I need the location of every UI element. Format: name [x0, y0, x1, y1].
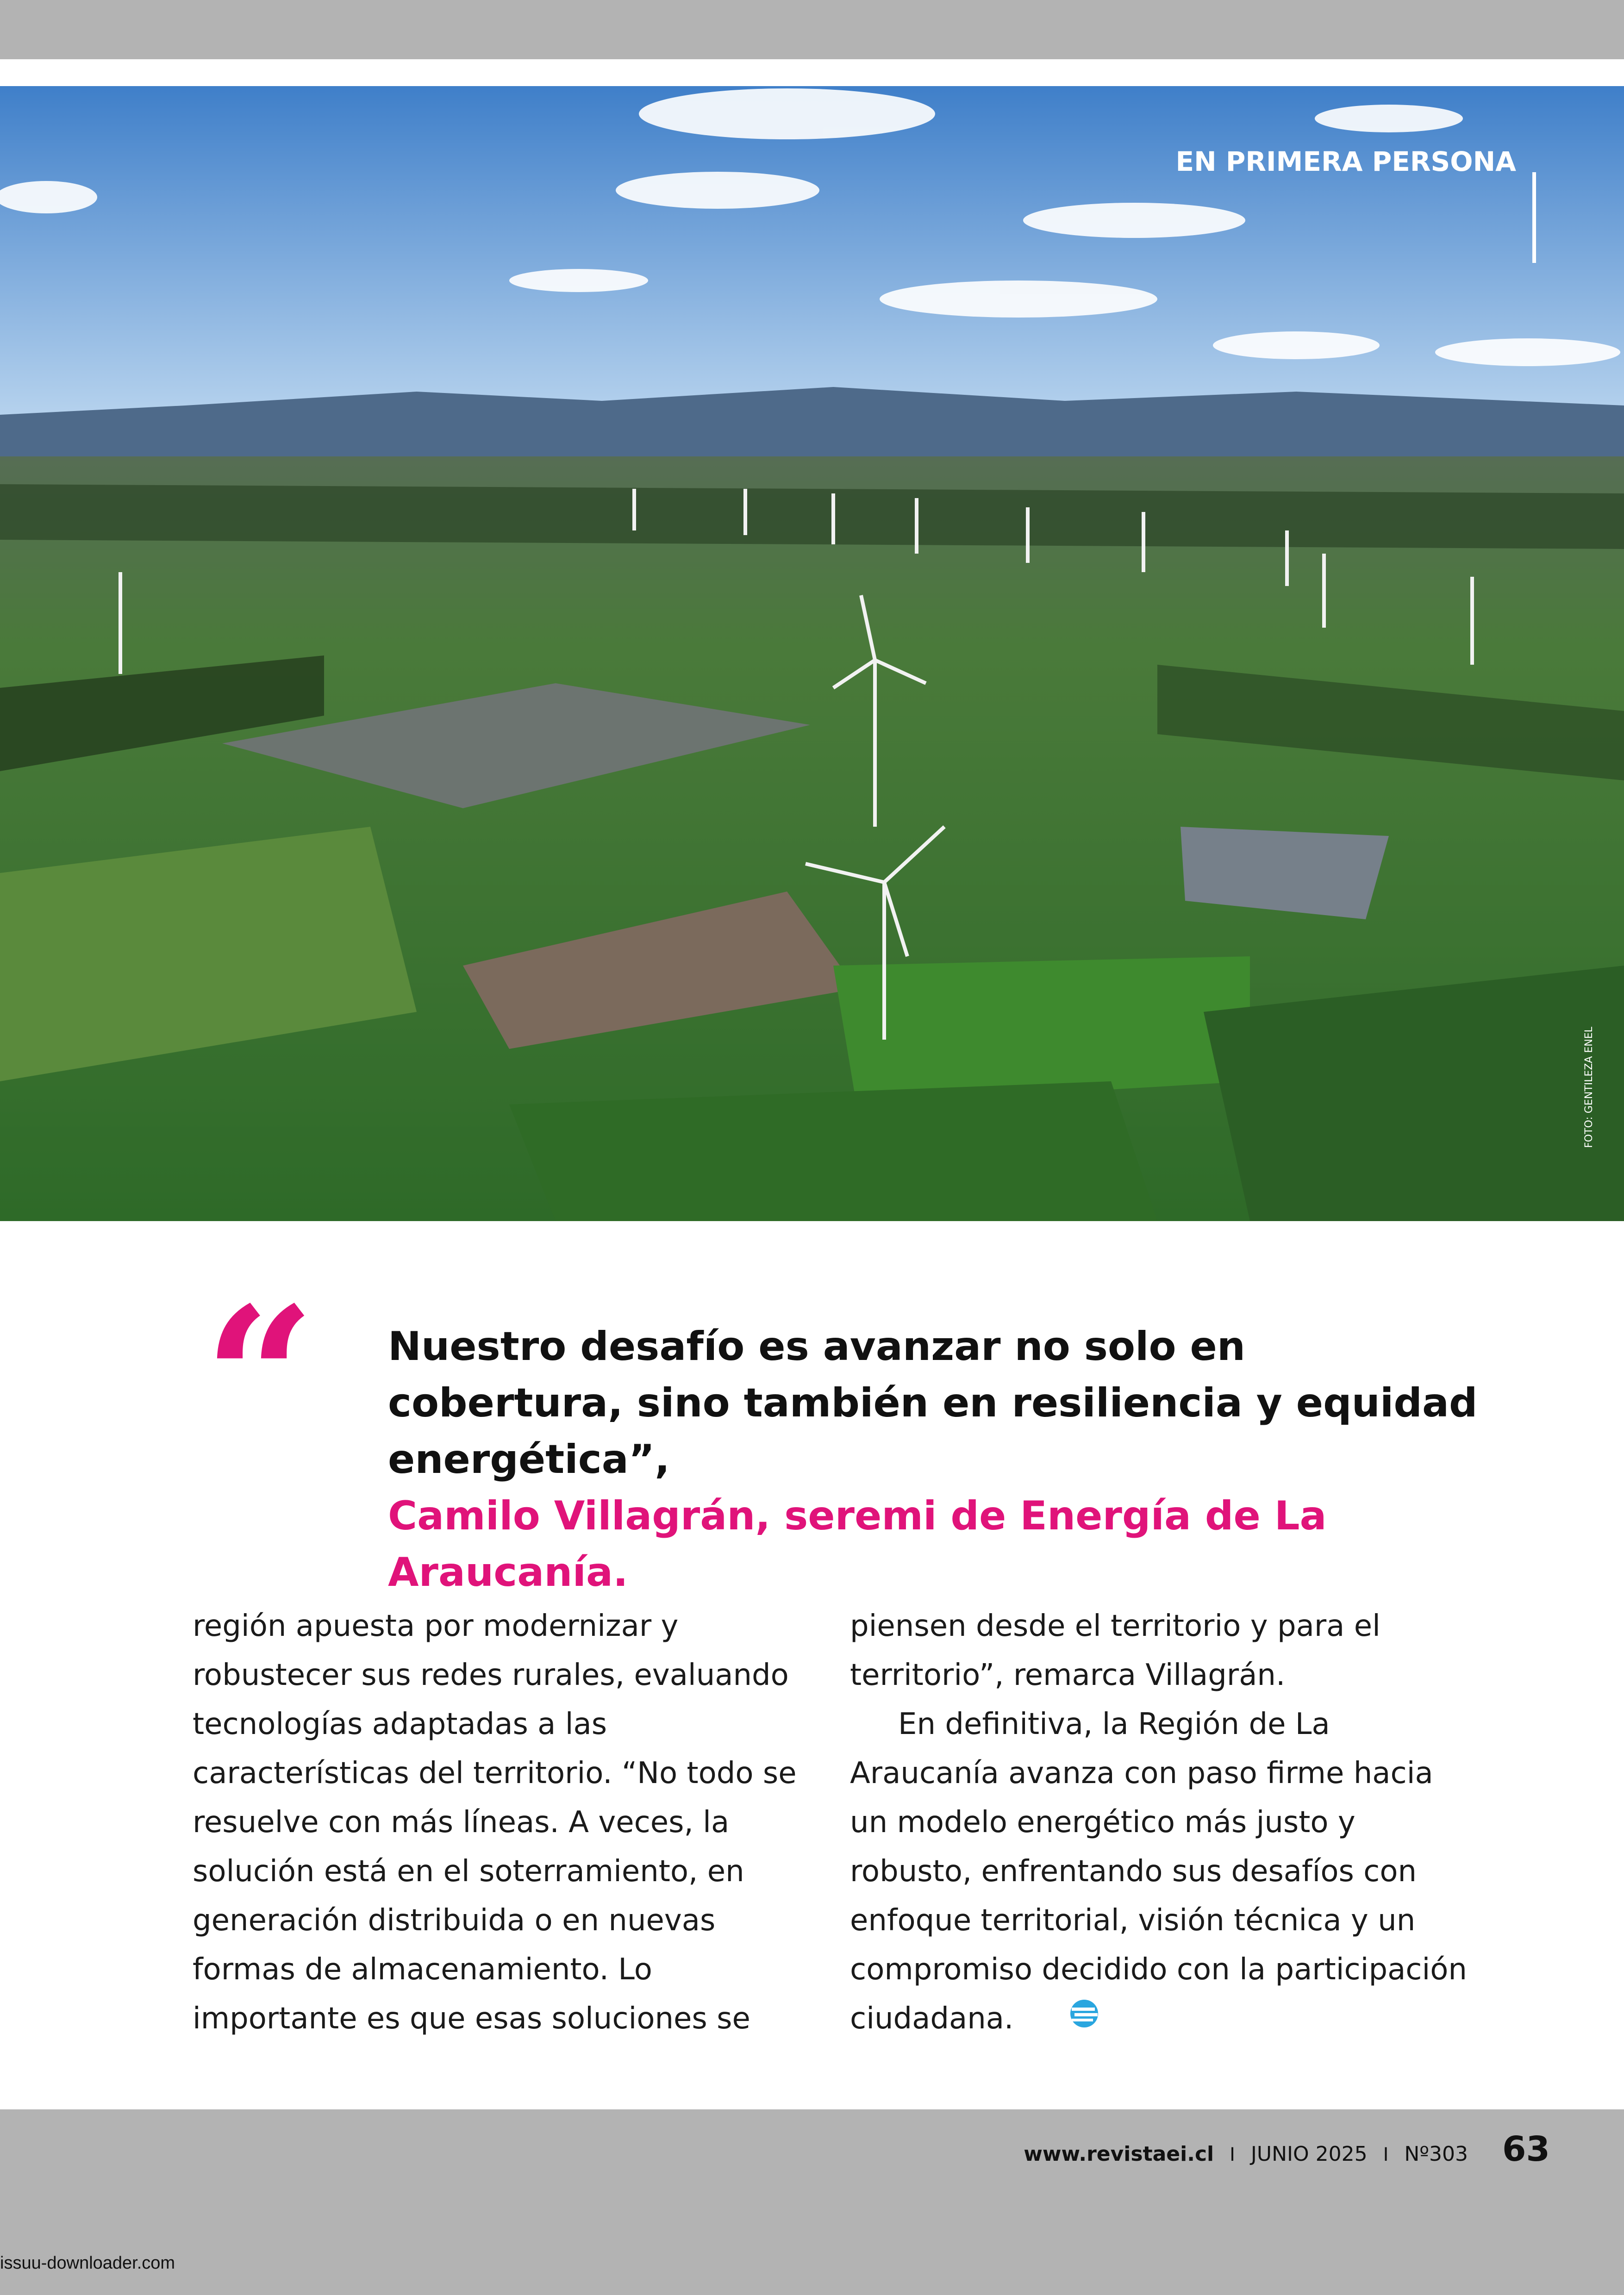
footer-separator: I: [1230, 2144, 1235, 2165]
photo-credit: FOTO: GENTILEZA ENEL: [1583, 1027, 1595, 1148]
body-paragraph: región apuesta por modernizar y robustecer sus redes rurales, evaluando tecnologías adaptadas a las características del territorio. “No todo se resuelve con más líneas. A veces, la solución está en el soterramiento, en generación distribuida o en nuevas formas de almacenamiento. Lo importante es que esas soluciones se: [193, 1609, 797, 2036]
section-tag-rule: [1532, 172, 1536, 263]
footer-date: JUNIO 2025: [1250, 2142, 1368, 2166]
body-paragraph: piensen desde el territorio y para el territorio”, remarca Villagrán.: [850, 1609, 1380, 1692]
body-paragraph-text: En definitiva, la Región de La Araucanía avanza con paso firme hacia un modelo energético más justo y robusto, enfrentando sus desafíos con enfoque territorial, visión técnica y un compromiso decidido con la participación ciudadana.: [850, 1707, 1467, 2036]
pull-quote-attribution: Camilo Villagrán, seremi de Energía de La Araucanía.: [388, 1493, 1327, 1596]
pull-quote: [388, 1318, 1480, 1601]
footer-issue: Nº303: [1404, 2142, 1468, 2166]
wind-farm-photo: [0, 86, 1624, 1221]
revistaei-logo-icon: [1020, 1996, 1100, 2045]
section-tag: EN PRIMERA PERSONA: [1175, 146, 1516, 177]
body-column-right: [850, 1602, 1468, 2045]
quote-mark: “: [204, 1265, 316, 1493]
page-number: 63: [1502, 2129, 1550, 2169]
top-margin-bar: [0, 0, 1624, 59]
watermark: issuu-downloader.com: [0, 2253, 175, 2273]
body-paragraph-last: [850, 1700, 1468, 2045]
body-column-left: [193, 1602, 811, 2043]
pull-quote-text: Nuestro desafío es avanzar no solo en cobertura, sino también en resiliencia y equidad energética”,: [388, 1323, 1478, 1483]
footer-separator: I: [1383, 2144, 1389, 2165]
footer-url[interactable]: www.revistaei.cl: [1024, 2142, 1214, 2166]
footer-info: [1024, 2129, 1550, 2169]
wind-farm-illustration: [0, 86, 1624, 1221]
